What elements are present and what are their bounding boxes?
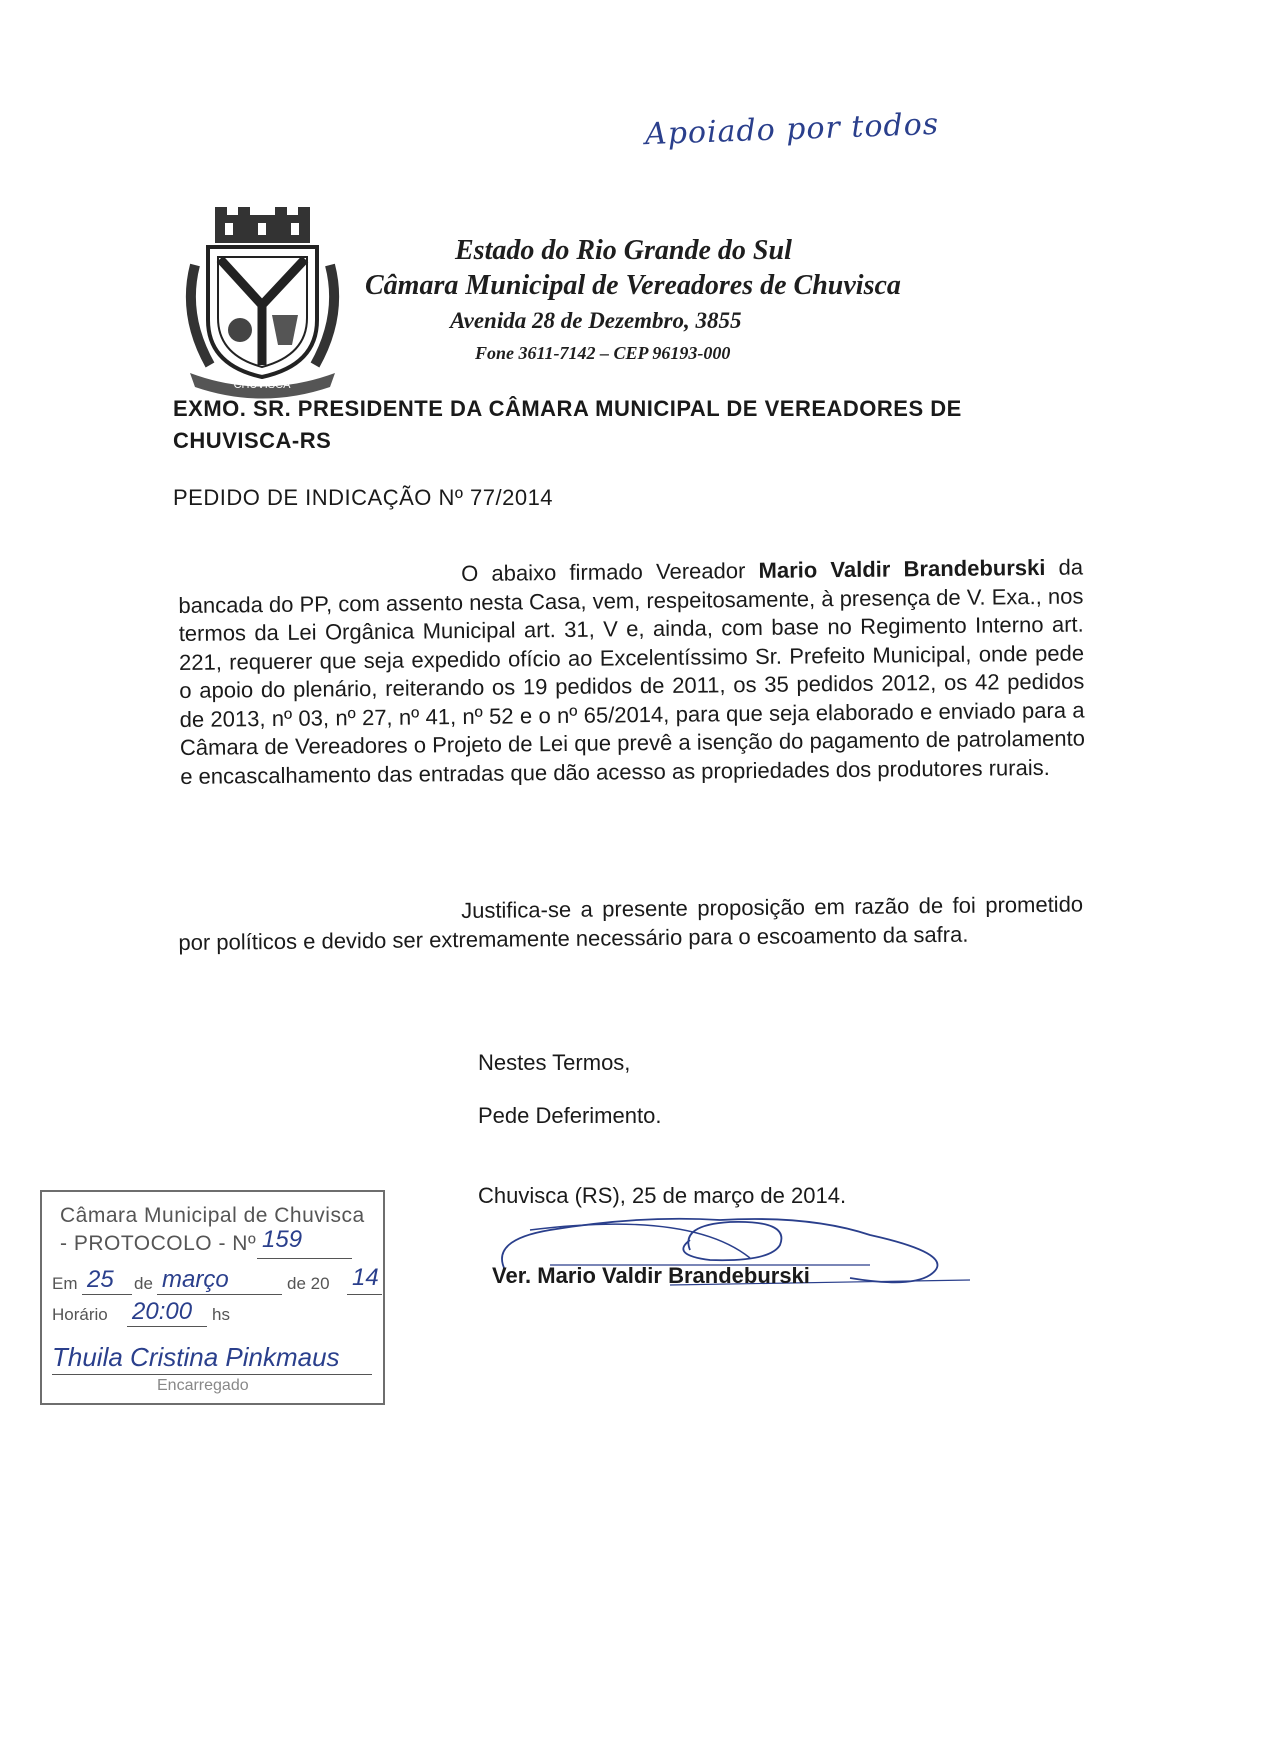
closing-nestes-termos: Nestes Termos, bbox=[478, 1050, 631, 1075]
body-paragraph-1 bbox=[178, 554, 1085, 791]
stamp-underline bbox=[347, 1294, 382, 1295]
closing-pede-deferimento: Pede Deferimento. bbox=[478, 1103, 662, 1128]
stamp-time-unit: hs bbox=[212, 1305, 230, 1324]
protocol-stamp bbox=[40, 1190, 385, 1405]
stamp-protocol-number: 159 bbox=[262, 1226, 303, 1253]
request-title: PEDIDO DE INDICAÇÃO Nº 77/2014 bbox=[173, 485, 554, 510]
stamp-em-label: Em bbox=[52, 1274, 78, 1293]
signer-name: Ver. Mario Valdir Brandeburski bbox=[492, 1263, 810, 1288]
stamp-underline bbox=[157, 1294, 282, 1295]
addressee: EXMO. SR. PRESIDENTE DA CÂMARA MUNICIPAL DE VEREADORES DE CHUVISCA-RS bbox=[173, 396, 962, 453]
stamp-protocol-label: - PROTOCOLO - Nº bbox=[60, 1232, 257, 1255]
letterhead-address: Avenida 28 de Dezembro, 3855 bbox=[450, 308, 742, 333]
stamp-underline bbox=[127, 1326, 207, 1327]
municipal-crest-logo bbox=[180, 205, 345, 400]
letterhead-chamber: Câmara Municipal de Vereadores de Chuvisca bbox=[365, 270, 901, 301]
vereador-name: Mario Valdir Brandeburski bbox=[758, 554, 1046, 583]
stamp-month: março bbox=[162, 1266, 229, 1293]
stamp-underline bbox=[52, 1374, 372, 1375]
para1-lead: O abaixo firmado Vereador bbox=[460, 558, 746, 587]
stamp-year: 14 bbox=[352, 1264, 379, 1291]
stamp-title: Câmara Municipal de Chuvisca bbox=[60, 1204, 365, 1227]
stamp-underline bbox=[257, 1258, 352, 1259]
body-paragraph-2 bbox=[178, 891, 1084, 957]
para1-rest: da bancada do PP, com assento nesta Casa, vem, respeitosamente, à presença de V. Exa., nos termos da Lei Orgânica Municipal art. 31, V e, ainda, com base no Regimento Interno art. 221, requerer que seja expedido ofício ao Excelentíssimo Sr. Prefeito Municipal, onde pede o apoio do plenário, reiterando os 19 pedidos de 2011, os 35 pedidos 2012, os 42 pedidos de 2013, nº 03, nº 27, nº 41, nº 52 e o nº 65/2014, para que seja elaborado e enviado para a Câmara de Vereadores o Projeto de Lei que prevê a isenção do pagamento de patrolamento e encascalhamento das entradas que dão acesso as propriedades dos produtores rurais. bbox=[178, 554, 1086, 789]
para2-text: Justifica-se a presente proposição em razão de foi prometido por políticos e devido ser extremamente necessário para o escoamento da safra. bbox=[178, 891, 1084, 955]
place-and-date: Chuvisca (RS), 25 de março de 2014. bbox=[478, 1183, 847, 1208]
stamp-time-label: Horário bbox=[52, 1305, 108, 1324]
stamp-year-prefix: de 20 bbox=[287, 1274, 330, 1293]
stamp-encarregado-label: Encarregado bbox=[157, 1377, 249, 1394]
stamp-underline bbox=[82, 1294, 132, 1295]
stamp-time-value: 20:00 bbox=[132, 1298, 193, 1325]
handwritten-annotation: Apoiado por todos bbox=[644, 106, 940, 153]
crest-banner-text: CHUVISCA bbox=[233, 379, 291, 391]
letterhead-state: Estado do Rio Grande do Sul bbox=[455, 235, 792, 266]
letterhead-phone: Fone 3611-7142 – CEP 96193-000 bbox=[475, 343, 731, 363]
stamp-signature: Thuila Cristina Pinkmaus bbox=[52, 1342, 340, 1372]
stamp-day: 25 bbox=[87, 1266, 114, 1293]
stamp-de-label: de bbox=[134, 1274, 153, 1293]
